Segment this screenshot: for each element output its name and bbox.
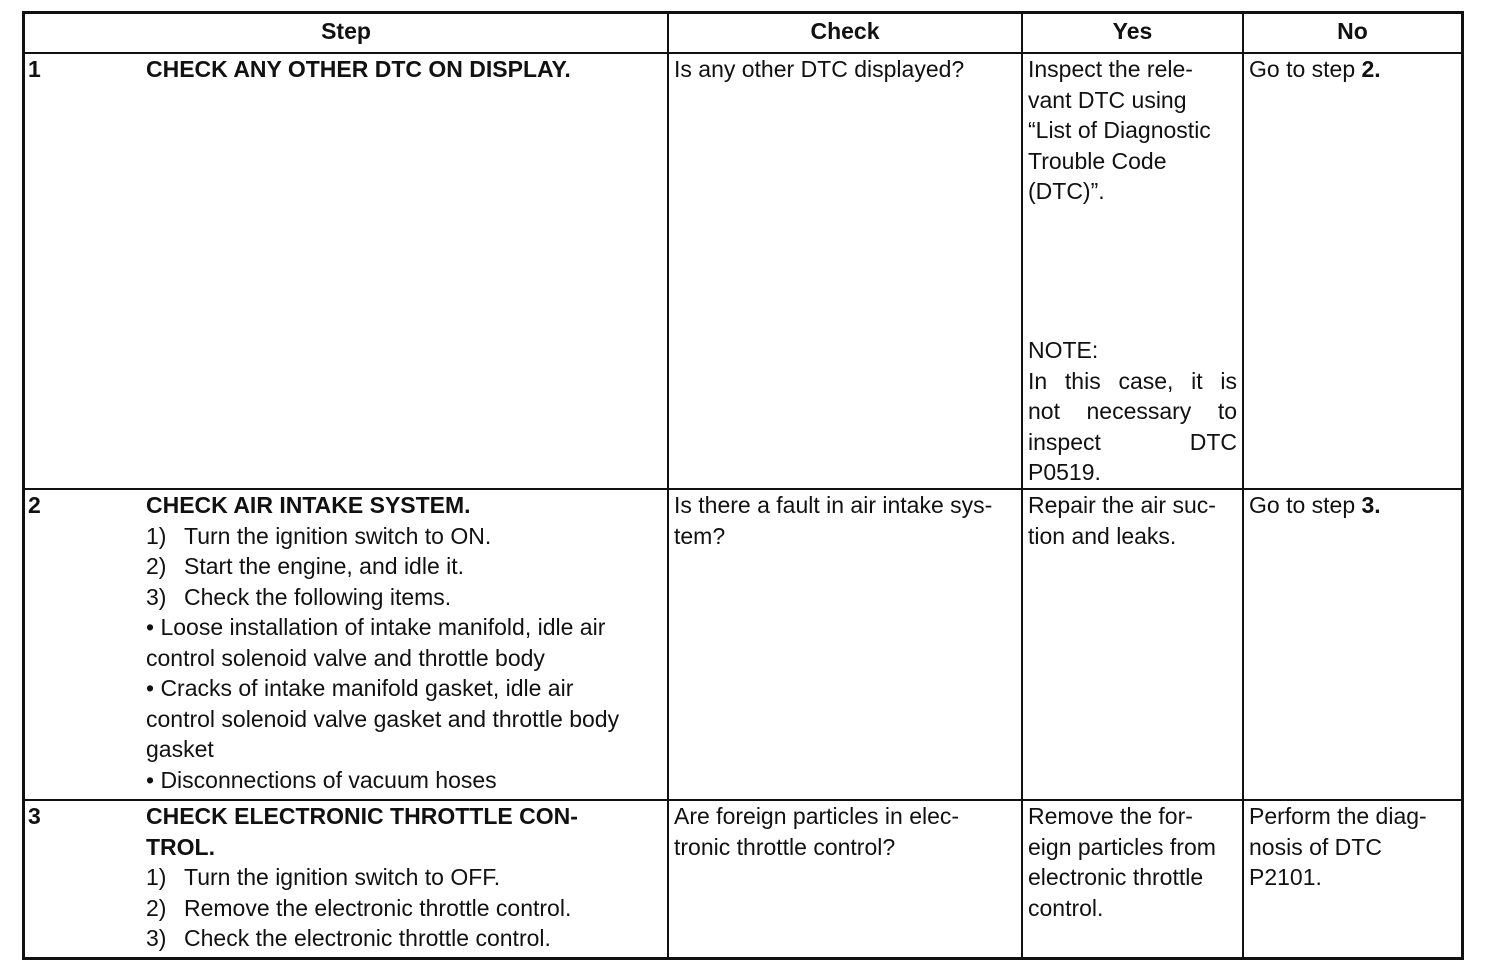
note-line: In this case, it is [1028,367,1237,394]
row-1-note [1028,335,1237,488]
table-border-left [22,11,25,960]
row-3-check-line: Are foreign particles in elec- [674,803,960,829]
substep-number: 2) [146,553,167,579]
header-check: Check [810,18,880,44]
table-border-right [1461,11,1464,960]
substep-number: 3) [146,583,167,610]
header-yes: Yes [1112,18,1153,44]
row-3-yes-line: eign particles from [1028,833,1216,860]
row-2-no [1249,490,1381,521]
bullet-line: • Disconnections of vacuum hoses [146,766,497,793]
row-3-step-content [146,801,664,954]
table-border-bottom [22,957,1464,960]
row-2-yes-line: Repair the air suc- [1028,492,1216,518]
row-1-number: 1 [28,56,41,82]
substep-number: 3) [146,925,167,951]
row-1-yes-line: Inspect the rele- [1028,56,1193,82]
row-3-check [674,801,959,862]
row-2-yes-line: tion and leaks. [1028,522,1177,549]
col-divider-no [1242,11,1244,960]
row-3-substep [146,893,664,924]
row-1-check [674,54,964,85]
note-line: inspect DTC [1028,428,1237,455]
row-1-no-text: Go to step [1249,56,1362,82]
bullet-line: gasket [146,736,214,762]
row-3-yes-line: control. [1028,894,1104,921]
bullet-line: • Loose installation of intake manifold, idle air [146,614,606,640]
bullet-line: control solenoid valve gasket and throttle body [146,705,620,732]
col-divider-check [667,11,669,960]
row-1-yes-line: Trouble Code [1028,147,1167,174]
note-line: not necessary to [1028,398,1237,424]
diagnostic-table [22,11,1464,960]
row-2-no-step: 3. [1361,492,1381,518]
substep-number: 1) [146,522,167,549]
row-1-yes-line: (DTC)”. [1028,178,1105,204]
row-1-title: CHECK ANY OTHER DTC ON DISPLAY. [146,56,571,82]
row-2-check-line: Is there a fault in air intake sys- [674,492,993,518]
row-3-no-line: nosis of DTC [1249,833,1382,860]
row-1-yes-line: vant DTC using [1028,86,1187,113]
row-2-substep [146,521,664,552]
substep-text: Remove the electronic throttle control. [184,894,572,921]
substep-text: Start the engine, and idle it. [184,553,465,579]
row-3-yes-line: electronic throttle [1028,864,1204,890]
row-3-no-line: Perform the diag- [1249,803,1427,829]
bullet-line: control solenoid valve and throttle body [146,644,545,671]
row-3-check-line: tronic throttle control? [674,833,896,860]
header-step: Step [321,18,371,44]
substep-number: 1) [146,864,167,890]
substep-number: 2) [146,894,167,921]
note-label: NOTE: [1028,337,1099,363]
col-divider-yes [1021,11,1023,960]
row-2-no-text: Go to step [1249,492,1362,518]
row-2-yes [1028,490,1216,551]
row-1-yes-line: “List of Diagnostic [1028,117,1211,143]
row-1-yes [1028,54,1238,207]
row-2-check-line: tem? [674,522,726,549]
note-line: P0519. [1028,459,1101,485]
row-3-yes [1028,801,1216,923]
row-2-step-content [146,490,664,795]
row-3-substep [146,923,664,954]
row-1-no-step: 2. [1361,56,1381,82]
substep-text: Turn the ignition switch to OFF. [184,864,501,890]
substep-text: Check the electronic throttle control. [184,925,551,951]
substep-text: Check the following items. [184,583,452,610]
row-3-yes-line: Remove the for- [1028,803,1193,829]
row-3-number: 3 [28,803,41,829]
row-3-title-line: TROL. [146,833,215,860]
row-3-title-line: CHECK ELECTRONIC THROTTLE CON- [146,803,578,829]
row-2-title: CHECK AIR INTAKE SYSTEM. [146,492,471,518]
row-2-substep [146,551,664,582]
row-3-no [1249,801,1427,893]
bullet-line: • Cracks of intake manifold gasket, idle air [146,675,574,701]
row-1-check-line: Is any other DTC displayed? [674,56,965,82]
row-2-number: 2 [28,492,41,518]
row-1-no [1249,54,1381,85]
substep-text: Turn the ignition switch to ON. [184,522,492,549]
row-2-check [674,490,992,551]
header-no: No [1337,18,1368,44]
row-3-no-line: P2101. [1249,864,1322,890]
row-2-substep [146,582,664,613]
row-3-substep [146,862,664,893]
